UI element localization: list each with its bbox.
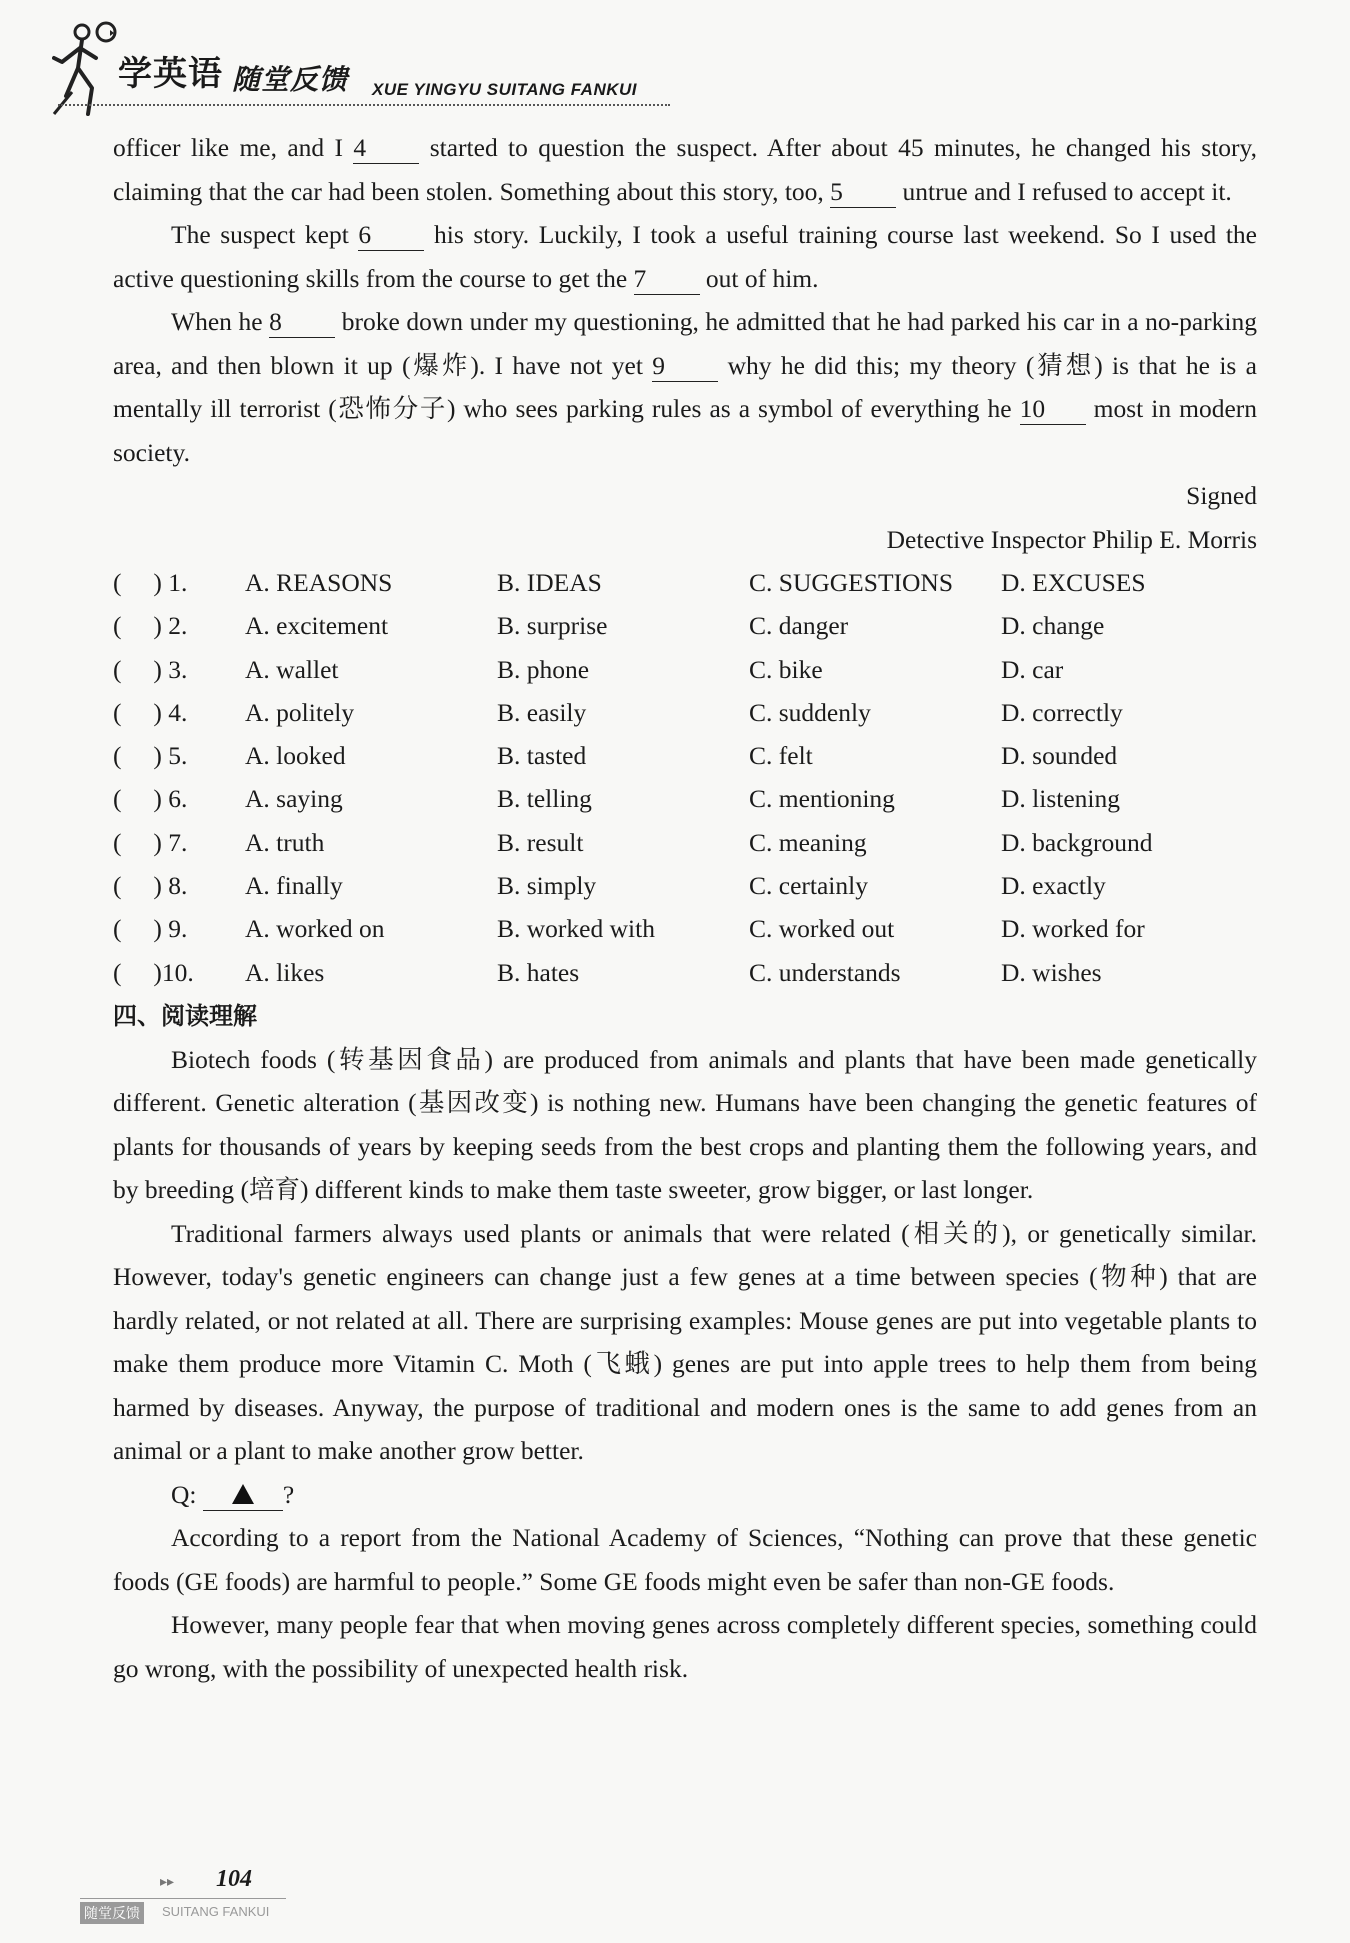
blank-7[interactable]: 7 bbox=[634, 264, 700, 295]
brand-title-en: XUE YINGYU SUITANG FANKUI bbox=[372, 80, 638, 99]
option-d: D. exactly bbox=[1001, 871, 1106, 901]
option-d: D. wishes bbox=[1001, 957, 1102, 987]
passage-text: started to question the suspect. After about 45 minutes, he changed his story, claiming that the car had been stolen. Something about this story, too, bbox=[113, 133, 1258, 206]
answer-slot[interactable]: ( ) 5. bbox=[113, 741, 188, 771]
passage-text: The suspect kept bbox=[171, 220, 359, 249]
reading-paragraph-1: Biotech foods (转基因食品) are produced from animals and plants that have been made genetically different. Genetic alteration (基因改变) is nothing new. Humans have been changing the genetic features of plants for thousands of years by keeping seeds from the best crops and planting them the following years, and by breeding (培育) different kinds to make them taste sweeter, grow bigger, or last longer. bbox=[113, 1044, 1257, 1205]
section-title: 四、阅读理解 bbox=[113, 1001, 257, 1030]
answer-slot[interactable]: ( ) 1. bbox=[113, 568, 188, 597]
option-b: B. IDEAS bbox=[497, 568, 602, 597]
runner-logo-icon bbox=[52, 18, 122, 118]
option-row bbox=[113, 777, 1257, 820]
option-b: B. result bbox=[497, 827, 584, 857]
reading-paragraph-4: However, many people fear that when moving genes across completely different species, something could go wrong, with the possibility of unexpected health risk. bbox=[113, 1610, 1257, 1683]
option-b: B. telling bbox=[497, 784, 592, 814]
option-c: C. meaning bbox=[749, 827, 867, 857]
option-d: D. EXCUSES bbox=[1001, 568, 1146, 597]
option-a: A. looked bbox=[245, 741, 346, 771]
answer-slot[interactable]: ( ) 4. bbox=[113, 697, 188, 727]
passage-paragraph-3 bbox=[113, 300, 1257, 474]
option-b: B. surprise bbox=[497, 611, 608, 641]
header-divider bbox=[58, 104, 670, 106]
brand-title-cn: 学英语 bbox=[118, 54, 223, 94]
option-a: A. finally bbox=[245, 871, 343, 901]
option-row bbox=[113, 648, 1257, 691]
option-row bbox=[113, 604, 1257, 647]
option-c: C. certainly bbox=[749, 871, 868, 901]
double-arrow-icon: ▸▸ bbox=[160, 1874, 175, 1890]
reading-paragraph-2: Traditional farmers always used plants or animals that were related (相关的), or genetically similar. However, today's genetic engineers can change just a few genes at a time between species (物种) that are hardly related, or not related at all. There are surprising examples: Mouse genes are put into vegetable plants to make them produce more Vitamin C. Moth (飞蛾) genes are put into apple trees to help them from being harmed by diseases. Anyway, the purpose of traditional and modern ones is the same to add genes from an animal or a plant to make another grow better. bbox=[113, 1218, 1257, 1466]
option-d: D. correctly bbox=[1001, 697, 1123, 727]
option-a: A. excitement bbox=[245, 611, 389, 641]
option-c: C. bike bbox=[749, 654, 823, 684]
option-a: A. truth bbox=[245, 827, 325, 857]
option-c: C. worked out bbox=[749, 914, 895, 944]
signed-label: Signed bbox=[1186, 481, 1257, 510]
passage-text: his story. Luckily, I took a useful training course last weekend. So I used the active questioning skills from the course to get the bbox=[113, 220, 1257, 293]
blank-9[interactable]: 9 bbox=[652, 351, 718, 382]
passage-text: untrue and I refused to accept it. bbox=[896, 176, 1232, 206]
option-d: D. listening bbox=[1001, 784, 1120, 814]
blank-8[interactable]: 8 bbox=[269, 307, 335, 338]
passage-paragraph-1 bbox=[113, 126, 1257, 213]
answer-slot[interactable]: ( ) 3. bbox=[113, 654, 188, 684]
options-list bbox=[113, 561, 1257, 994]
passage-text: why he did this; my theory (猜想) is that he is a mentally ill terrorist (恐怖分子) who sees parking rules as a symbol of everything he bbox=[113, 350, 1257, 423]
answer-slot[interactable]: ( ) 2. bbox=[113, 611, 188, 641]
option-b: B. phone bbox=[497, 654, 590, 684]
passage-paragraph-2 bbox=[113, 213, 1257, 300]
answer-slot[interactable]: ( ) 6. bbox=[113, 784, 188, 814]
option-b: B. easily bbox=[497, 697, 587, 727]
option-c: C. SUGGESTIONS bbox=[749, 568, 954, 597]
passage-text: When he bbox=[171, 307, 270, 336]
brand-subtitle-cn: 随堂反馈 bbox=[232, 63, 349, 96]
blank-10[interactable]: 10 bbox=[1020, 394, 1086, 425]
option-row bbox=[113, 561, 1257, 604]
option-d: D. background bbox=[1001, 827, 1153, 857]
answer-slot[interactable]: ( ) 9. bbox=[113, 914, 188, 944]
footer-brand-en: SUITANG FANKUI bbox=[162, 1904, 270, 1919]
option-row bbox=[113, 691, 1257, 734]
option-b: B. hates bbox=[497, 957, 580, 987]
passage-text: out of him. bbox=[699, 263, 819, 293]
option-d: D. worked for bbox=[1001, 914, 1145, 944]
passage-text: most in modern society. bbox=[113, 394, 1257, 467]
question-label: Q: bbox=[171, 1479, 197, 1509]
option-b: B. tasted bbox=[497, 741, 587, 771]
option-row bbox=[113, 734, 1257, 777]
footer-brand-cn: 随堂反馈 bbox=[80, 1902, 144, 1924]
option-c: C. understands bbox=[749, 957, 901, 987]
answer-slot[interactable]: ( ) 8. bbox=[113, 871, 188, 901]
option-b: B. worked with bbox=[497, 914, 655, 944]
option-a: A. wallet bbox=[245, 654, 339, 684]
option-a: A. REASONS bbox=[245, 568, 393, 597]
option-d: D. change bbox=[1001, 611, 1105, 641]
option-a: A. likes bbox=[245, 957, 325, 987]
option-row bbox=[113, 821, 1257, 864]
option-c: C. suddenly bbox=[749, 697, 871, 727]
option-c: C. mentioning bbox=[749, 784, 895, 814]
answer-slot[interactable]: ( ) 7. bbox=[113, 827, 188, 857]
answer-slot[interactable]: ( )10. bbox=[113, 957, 194, 987]
option-a: A. worked on bbox=[245, 914, 385, 944]
option-a: A. politely bbox=[245, 697, 355, 727]
option-b: B. simply bbox=[497, 871, 597, 901]
option-d: D. car bbox=[1001, 654, 1064, 684]
option-a: A. saying bbox=[245, 784, 343, 814]
question-mark: ? bbox=[282, 1479, 295, 1509]
page-content bbox=[113, 126, 1257, 1690]
reading-paragraph-3: According to a report from the National Academy of Sciences, “Nothing can prove that these genetic foods (GE foods) are harmful to people.” Some GE foods might even be safer than non-GE foods. bbox=[113, 1523, 1257, 1596]
blank-6[interactable]: 6 bbox=[358, 220, 424, 251]
question-line bbox=[113, 1473, 1257, 1517]
page-header bbox=[0, 0, 1350, 112]
option-d: D. sounded bbox=[1001, 741, 1118, 771]
blank-5[interactable]: 5 bbox=[830, 177, 896, 208]
footer-divider bbox=[80, 1898, 286, 1899]
option-c: C. danger bbox=[749, 611, 849, 641]
signature: Detective Inspector Philip E. Morris bbox=[886, 524, 1257, 554]
page-footer bbox=[0, 1860, 1350, 1940]
option-row bbox=[113, 951, 1257, 994]
passage-text: broke down under my questioning, he admitted that he had parked his car in a no-parking area, and then blown it up (爆炸). I have not yet bbox=[113, 307, 1257, 380]
question-blank[interactable] bbox=[203, 1480, 283, 1511]
option-row bbox=[113, 864, 1257, 907]
passage-text: officer like me, and I bbox=[113, 133, 354, 162]
page-number: 104 bbox=[216, 1866, 252, 1892]
blank-4[interactable]: 4 bbox=[353, 133, 419, 164]
option-row bbox=[113, 907, 1257, 950]
triangle-icon bbox=[232, 1484, 254, 1504]
option-c: C. felt bbox=[749, 741, 813, 771]
